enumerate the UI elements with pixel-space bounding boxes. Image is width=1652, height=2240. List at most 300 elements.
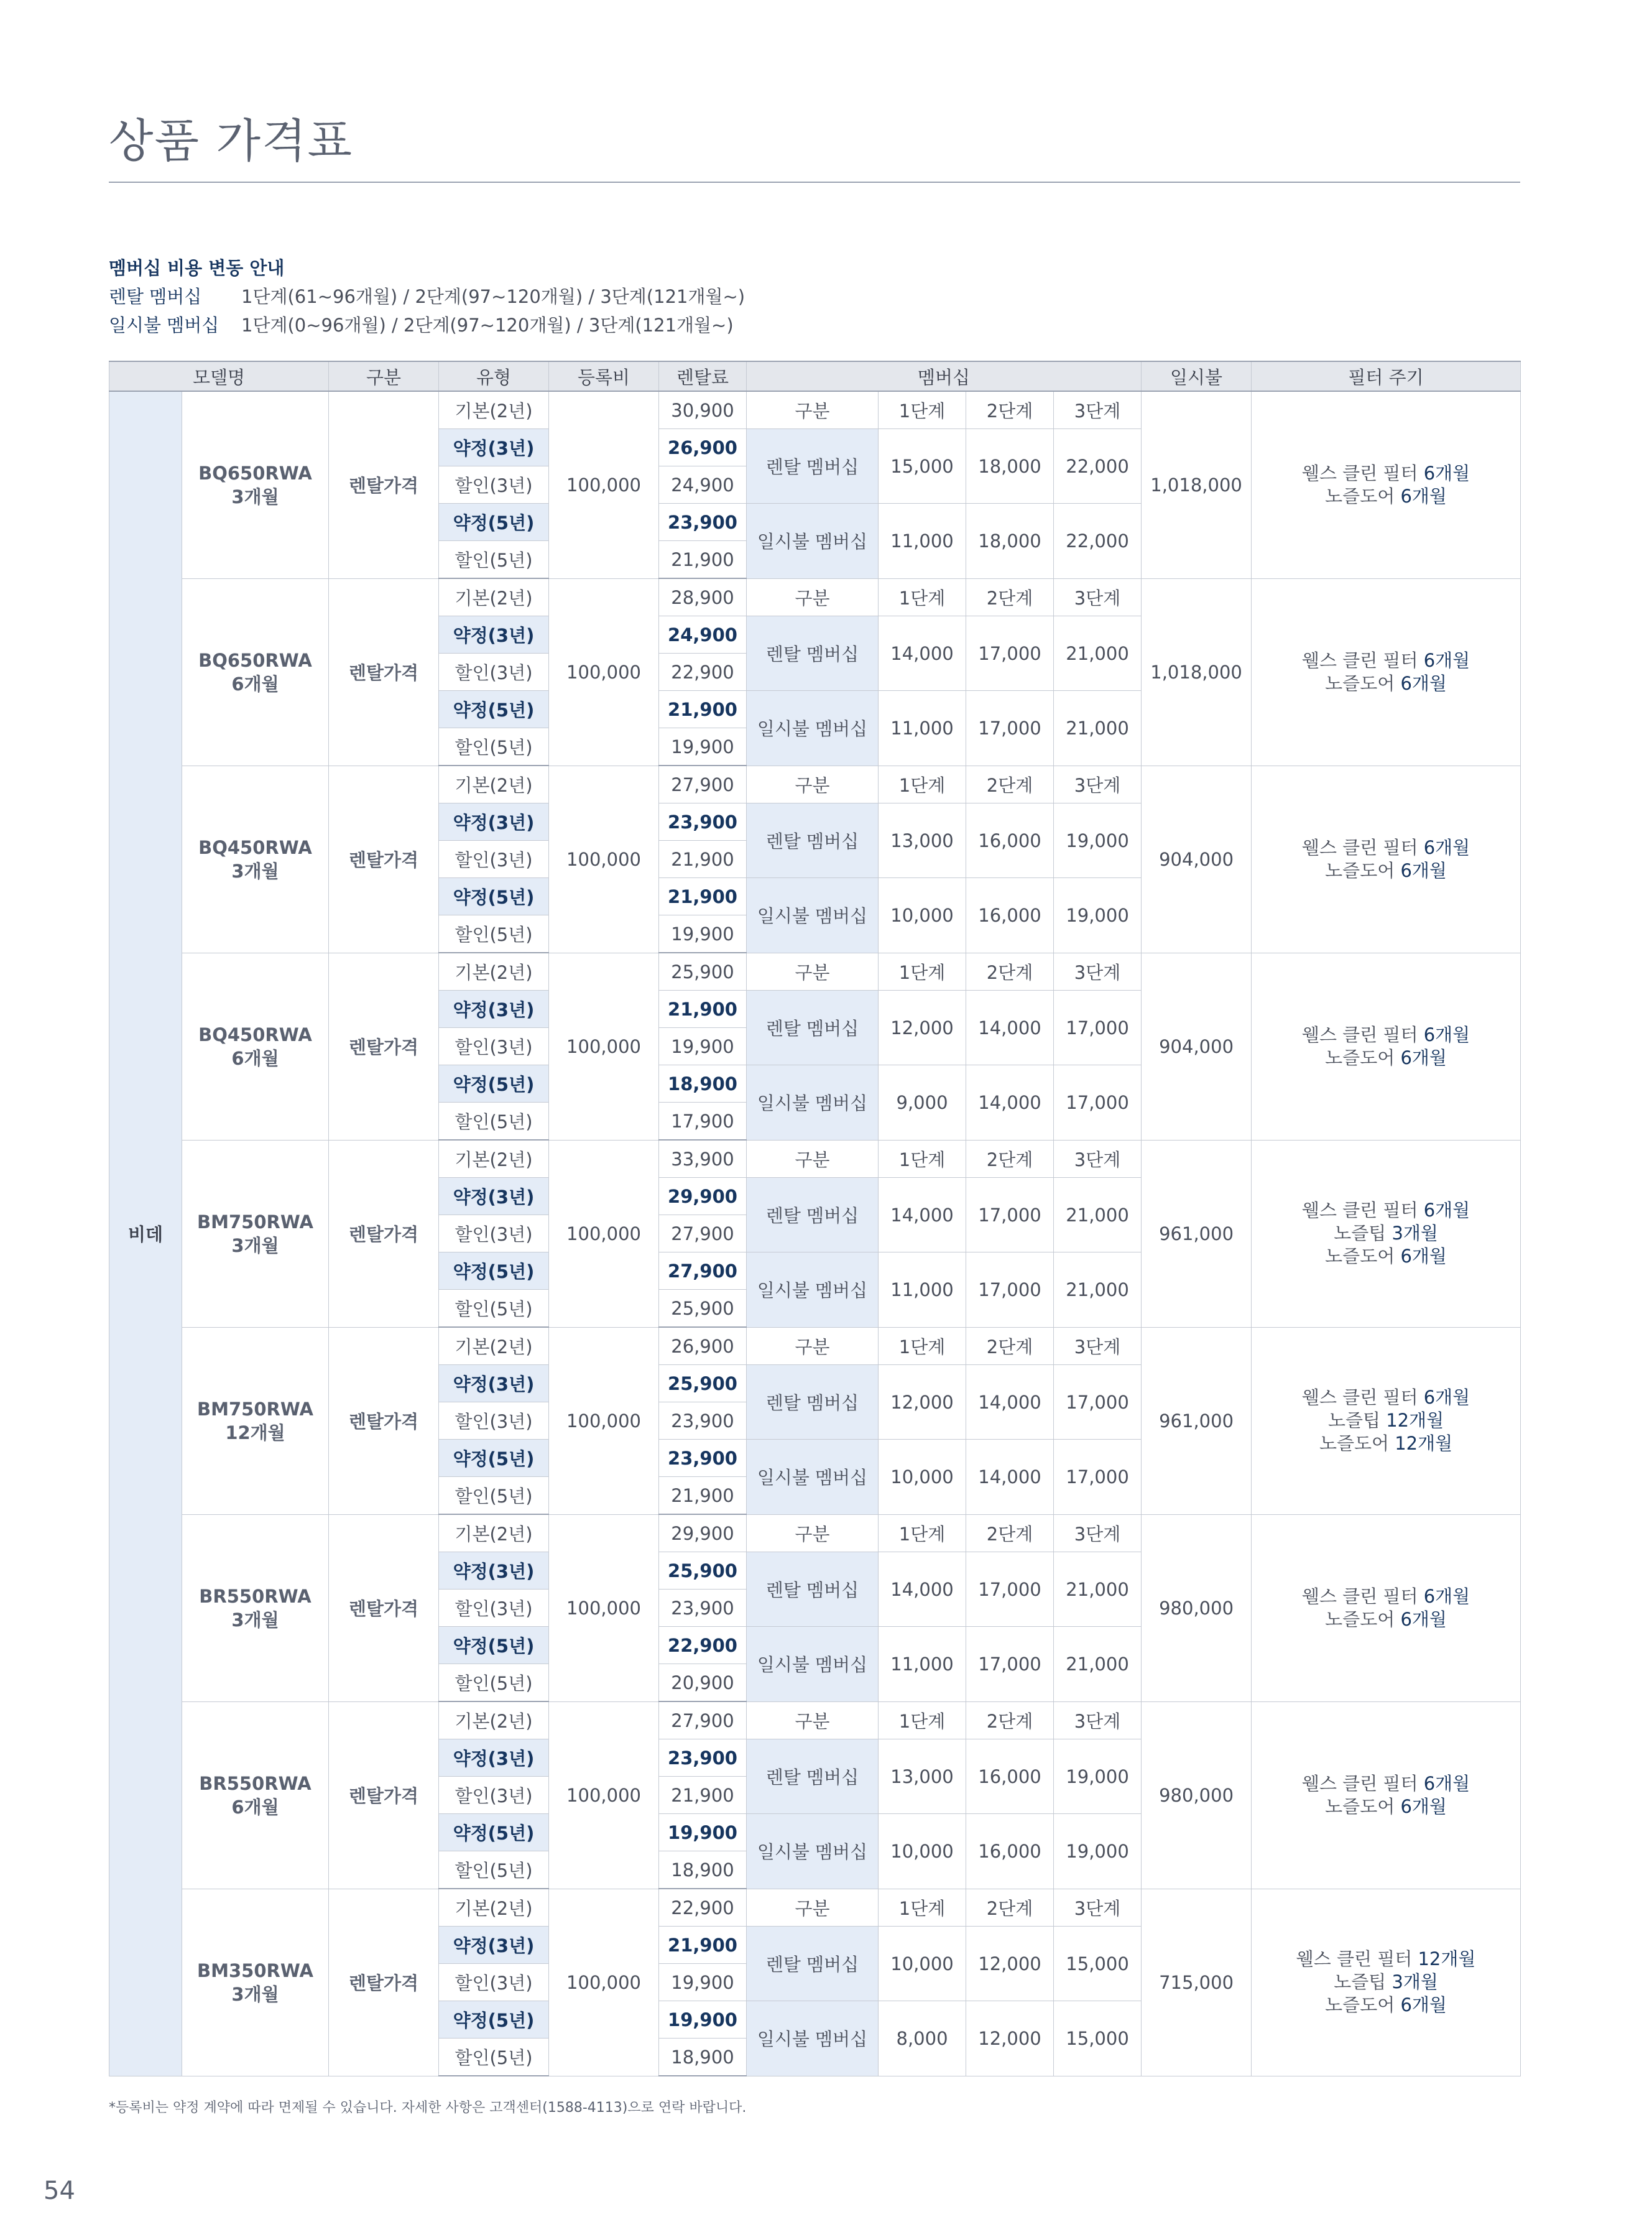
rental-fee-cell: 23,900 [659, 803, 747, 841]
rental-fee-cell: 26,900 [659, 1327, 747, 1365]
type-cell: 할인(5년) [439, 1851, 549, 1889]
type-cell: 할인(5년) [439, 915, 549, 953]
filter-period: 6개월 [1400, 1246, 1447, 1267]
filter-line [1252, 672, 1520, 695]
filter-name: 웰스 클린 필터 [1301, 1200, 1424, 1221]
rental-fee-cell: 21,900 [659, 1927, 747, 1964]
stage2-label: 2단계 [966, 1140, 1054, 1178]
filter-line [1252, 1772, 1520, 1795]
model-period: 3개월 [231, 1234, 279, 1256]
type-cell: 할인(5년) [439, 1477, 549, 1515]
rental-membership-value: 13,000 [879, 1739, 966, 1814]
filter-name: 노즐팁 [1334, 1223, 1392, 1244]
rental-fee-cell: 21,900 [659, 691, 747, 728]
rental-fee-cell: 23,900 [659, 1440, 747, 1477]
stage3-label: 3단계 [1054, 1140, 1142, 1178]
rental-membership-value: 21,000 [1054, 1178, 1142, 1252]
lump-membership-value: 17,000 [966, 1252, 1054, 1328]
rental-membership-value: 22,000 [1054, 429, 1142, 504]
price-table [109, 361, 1521, 2076]
stage3-label: 3단계 [1054, 766, 1142, 803]
model-period: 3개월 [231, 1983, 279, 2005]
membership-gubun-label: 구분 [747, 953, 879, 991]
gubun-cell: 렌탈가격 [329, 1140, 439, 1327]
model-name: BR550RWA [199, 1772, 311, 1794]
filter-name: 웰스 클린 필터 [1301, 836, 1424, 858]
rental-fee-cell: 24,900 [659, 616, 747, 654]
filter-line [1252, 1222, 1520, 1245]
registration-cell: 100,000 [549, 1514, 659, 1701]
filter-name: 웰스 클린 필터 [1301, 462, 1424, 484]
lump-membership-value: 12,000 [966, 2001, 1054, 2076]
notice-label: 렌탈 멤버십 [109, 286, 202, 307]
lump-membership-value: 14,000 [966, 1065, 1054, 1141]
stage2-label: 2단계 [966, 953, 1054, 991]
lump-membership-value: 9,000 [879, 1065, 966, 1141]
model-cell [182, 1889, 329, 2076]
gubun-cell: 렌탈가격 [329, 1701, 439, 1889]
type-cell: 약정(3년) [439, 803, 549, 841]
rental-fee-cell: 21,900 [659, 991, 747, 1028]
price-table-body [109, 391, 1521, 2076]
filter-period: 3개월 [1391, 1223, 1438, 1244]
type-cell: 할인(3년) [439, 1215, 549, 1252]
header-rental-fee: 렌탈료 [659, 361, 747, 391]
model-name: BQ650RWA [198, 649, 312, 671]
filter-period: 6개월 [1400, 859, 1447, 881]
stage1-label: 1단계 [879, 578, 966, 616]
model-cell [182, 391, 329, 578]
lump-membership-value: 10,000 [879, 878, 966, 953]
rental-fee-cell: 27,900 [659, 766, 747, 803]
stage3-label: 3단계 [1054, 578, 1142, 616]
gubun-cell: 렌탈가격 [329, 391, 439, 578]
header-gubun: 구분 [329, 361, 439, 391]
rental-membership-value: 12,000 [879, 991, 966, 1065]
rental-fee-cell: 23,900 [659, 1590, 747, 1627]
table-row [109, 391, 1521, 429]
stage1-label: 1단계 [879, 766, 966, 803]
rental-membership-label: 렌탈 멤버십 [747, 1178, 879, 1252]
lump-membership-value: 8,000 [879, 2001, 966, 2076]
rental-fee-cell: 21,900 [659, 878, 747, 915]
filter-cell [1252, 578, 1521, 766]
type-cell: 약정(3년) [439, 1365, 549, 1402]
rental-membership-value: 14,000 [879, 1552, 966, 1627]
model-period: 3개월 [231, 1609, 279, 1631]
lump-membership-label: 일시불 멤버십 [747, 1065, 879, 1141]
model-cell [182, 578, 329, 766]
rental-fee-cell: 25,900 [659, 1290, 747, 1328]
lump-membership-value: 21,000 [1054, 691, 1142, 766]
model-name: BQ650RWA [198, 462, 312, 484]
filter-name: 웰스 클린 필터 [1301, 1024, 1424, 1045]
type-cell: 할인(3년) [439, 1402, 549, 1440]
rental-fee-cell: 18,900 [659, 1851, 747, 1889]
rental-fee-cell: 19,900 [659, 915, 747, 953]
filter-line [1252, 1199, 1520, 1222]
header-lump-sum: 일시불 [1142, 361, 1252, 391]
model-cell [182, 1701, 329, 1889]
header-type: 유형 [439, 361, 549, 391]
lump-sum-cell: 1,018,000 [1142, 578, 1252, 766]
filter-name: 웰스 클린 필터 [1301, 1387, 1424, 1408]
filter-line [1252, 1386, 1520, 1409]
filter-period: 6개월 [1423, 1585, 1470, 1607]
filter-line [1252, 859, 1520, 882]
registration-cell: 100,000 [549, 766, 659, 953]
lump-membership-label: 일시불 멤버십 [747, 504, 879, 579]
filter-line [1252, 1948, 1520, 1971]
filter-period: 6개월 [1423, 649, 1470, 671]
header-model: 모델명 [109, 361, 329, 391]
rental-fee-cell: 21,900 [659, 841, 747, 878]
membership-notice [109, 254, 745, 340]
lump-membership-value: 11,000 [879, 691, 966, 766]
rental-membership-value: 13,000 [879, 803, 966, 878]
table-row [109, 1701, 1521, 1739]
type-cell: 약정(3년) [439, 991, 549, 1028]
rental-fee-cell: 33,900 [659, 1140, 747, 1178]
model-name: BR550RWA [199, 1585, 311, 1607]
stage3-label: 3단계 [1054, 1327, 1142, 1365]
table-row [109, 578, 1521, 616]
filter-name: 노즐도어 [1325, 1246, 1401, 1267]
filter-name: 노즐도어 [1319, 1433, 1395, 1454]
rental-membership-label: 렌탈 멤버십 [747, 1927, 879, 2001]
filter-line [1252, 1245, 1520, 1268]
model-period: 3개월 [231, 486, 279, 507]
type-cell: 할인(5년) [439, 728, 549, 766]
gubun-cell: 렌탈가격 [329, 1327, 439, 1514]
lump-membership-label: 일시불 멤버십 [747, 878, 879, 953]
model-cell [182, 1327, 329, 1514]
type-cell: 약정(3년) [439, 616, 549, 654]
rental-fee-cell: 21,900 [659, 541, 747, 579]
rental-membership-label: 렌탈 멤버십 [747, 616, 879, 691]
rental-fee-cell: 19,900 [659, 2001, 747, 2039]
lump-membership-value: 17,000 [966, 691, 1054, 766]
filter-name: 웰스 클린 필터 [1301, 1772, 1424, 1794]
filter-name: 노즐도어 [1325, 672, 1401, 694]
type-cell: 할인(3년) [439, 654, 549, 691]
filter-cell [1252, 1889, 1521, 2076]
table-row [109, 953, 1521, 991]
rental-fee-cell: 19,900 [659, 1814, 747, 1851]
header-registration: 등록비 [549, 361, 659, 391]
gubun-cell: 렌탈가격 [329, 578, 439, 766]
filter-name: 노즐팁 [1327, 1410, 1387, 1431]
lump-membership-value: 16,000 [966, 1814, 1054, 1889]
rental-fee-cell: 28,900 [659, 578, 747, 616]
lump-membership-value: 21,000 [1054, 1252, 1142, 1328]
rental-membership-value: 19,000 [1054, 1739, 1142, 1814]
rental-fee-cell: 23,900 [659, 1402, 747, 1440]
stage1-label: 1단계 [879, 1327, 966, 1365]
type-cell: 기본(2년) [439, 578, 549, 616]
stage1-label: 1단계 [879, 1889, 966, 1927]
notice-heading: 멤버십 비용 변동 안내 [109, 257, 285, 279]
lump-membership-value: 14,000 [966, 1440, 1054, 1515]
registration-cell: 100,000 [549, 1701, 659, 1889]
title-divider [109, 182, 1520, 183]
rental-membership-value: 14,000 [879, 1178, 966, 1252]
rental-fee-cell: 19,900 [659, 1964, 747, 2001]
rental-membership-value: 21,000 [1054, 616, 1142, 691]
type-cell: 할인(3년) [439, 1964, 549, 2001]
lump-membership-label: 일시불 멤버십 [747, 1252, 879, 1328]
lump-membership-value: 19,000 [1054, 1814, 1142, 1889]
stage3-label: 3단계 [1054, 953, 1142, 991]
type-cell: 기본(2년) [439, 953, 549, 991]
rental-fee-cell: 22,900 [659, 1889, 747, 1927]
membership-gubun-label: 구분 [747, 1701, 879, 1739]
notice-text: 1단계(61~96개월) / 2단계(97~120개월) / 3단계(121개월~) [241, 286, 745, 307]
membership-gubun-label: 구분 [747, 1327, 879, 1365]
filter-period: 6개월 [1423, 1387, 1470, 1408]
type-cell: 할인(3년) [439, 1590, 549, 1627]
registration-cell: 100,000 [549, 953, 659, 1140]
page-title: 상품 가격표 [109, 114, 353, 168]
rental-membership-label: 렌탈 멤버십 [747, 1739, 879, 1814]
lump-sum-cell: 904,000 [1142, 953, 1252, 1140]
rental-fee-cell: 27,900 [659, 1215, 747, 1252]
filter-cell [1252, 1327, 1521, 1514]
gubun-cell: 렌탈가격 [329, 1889, 439, 2076]
rental-fee-cell: 22,900 [659, 654, 747, 691]
table-row [109, 1889, 1521, 1927]
filter-name: 노즐도어 [1325, 1994, 1401, 2016]
lump-membership-value: 17,000 [966, 1627, 1054, 1702]
rental-membership-label: 렌탈 멤버십 [747, 429, 879, 504]
type-cell: 기본(2년) [439, 1889, 549, 1927]
filter-line [1252, 1047, 1520, 1070]
filter-period: 6개월 [1400, 1994, 1447, 2016]
filter-line [1252, 836, 1520, 859]
rental-fee-cell: 27,900 [659, 1252, 747, 1290]
type-cell: 할인(3년) [439, 466, 549, 504]
table-row [109, 1514, 1521, 1552]
rental-membership-label: 렌탈 멤버십 [747, 991, 879, 1065]
lump-membership-label: 일시불 멤버십 [747, 691, 879, 766]
rental-membership-value: 17,000 [966, 616, 1054, 691]
stage2-label: 2단계 [966, 1701, 1054, 1739]
model-name: BM750RWA [197, 1398, 313, 1420]
filter-line [1252, 1971, 1520, 1994]
stage3-label: 3단계 [1054, 1514, 1142, 1552]
type-cell: 약정(5년) [439, 1065, 549, 1103]
lump-membership-value: 17,000 [1054, 1065, 1142, 1141]
rental-membership-value: 15,000 [879, 429, 966, 504]
model-name: BQ450RWA [198, 836, 312, 858]
stage3-label: 3단계 [1054, 1889, 1142, 1927]
rental-fee-cell: 23,900 [659, 1739, 747, 1777]
rental-fee-cell: 27,900 [659, 1701, 747, 1739]
membership-gubun-label: 구분 [747, 578, 879, 616]
notice-row-rental [109, 282, 745, 311]
rental-membership-value: 14,000 [879, 616, 966, 691]
registration-cell: 100,000 [549, 391, 659, 578]
model-period: 12개월 [225, 1422, 285, 1443]
lump-membership-label: 일시불 멤버십 [747, 1627, 879, 1702]
type-cell: 기본(2년) [439, 766, 549, 803]
model-name: BM750RWA [197, 1211, 313, 1233]
model-cell [182, 1140, 329, 1327]
lump-sum-cell: 961,000 [1142, 1140, 1252, 1327]
rental-membership-label: 렌탈 멤버십 [747, 1552, 879, 1627]
rental-fee-cell: 19,900 [659, 1028, 747, 1065]
type-cell: 약정(5년) [439, 691, 549, 728]
gubun-cell: 렌탈가격 [329, 766, 439, 953]
lump-sum-cell: 715,000 [1142, 1889, 1252, 2076]
filter-cell [1252, 1514, 1521, 1701]
registration-cell: 100,000 [549, 1327, 659, 1514]
rental-membership-value: 10,000 [879, 1927, 966, 2001]
type-cell: 할인(5년) [439, 1664, 549, 1702]
type-cell: 약정(5년) [439, 878, 549, 915]
stage1-label: 1단계 [879, 1701, 966, 1739]
filter-line [1252, 649, 1520, 672]
stage2-label: 2단계 [966, 766, 1054, 803]
type-cell: 약정(3년) [439, 1739, 549, 1777]
filter-line [1252, 1994, 1520, 2017]
rental-membership-label: 렌탈 멤버십 [747, 803, 879, 878]
rental-membership-value: 19,000 [1054, 803, 1142, 878]
lump-membership-value: 22,000 [1054, 504, 1142, 579]
lump-membership-value: 16,000 [966, 878, 1054, 953]
stage1-label: 1단계 [879, 953, 966, 991]
filter-cell [1252, 953, 1521, 1140]
model-name: BM350RWA [197, 1960, 313, 1981]
rental-fee-cell: 29,900 [659, 1178, 747, 1215]
filter-period: 6개월 [1400, 485, 1447, 507]
rental-fee-cell: 17,900 [659, 1103, 747, 1141]
rental-membership-value: 18,000 [966, 429, 1054, 504]
filter-period: 12개월 [1395, 1433, 1453, 1454]
lump-membership-value: 18,000 [966, 504, 1054, 579]
stage2-label: 2단계 [966, 1327, 1054, 1365]
filter-period: 6개월 [1423, 1772, 1470, 1794]
registration-cell: 100,000 [549, 578, 659, 766]
stage3-label: 3단계 [1054, 1701, 1142, 1739]
type-cell: 기본(2년) [439, 1701, 549, 1739]
model-period: 3개월 [231, 860, 279, 882]
stage2-label: 2단계 [966, 391, 1054, 429]
rental-membership-value: 17,000 [1054, 1365, 1142, 1440]
type-cell: 할인(3년) [439, 1028, 549, 1065]
type-cell: 기본(2년) [439, 1514, 549, 1552]
filter-cell [1252, 766, 1521, 953]
rental-fee-cell: 21,900 [659, 1777, 747, 1814]
category-cell: 비데 [109, 391, 182, 2076]
lump-sum-cell: 961,000 [1142, 1327, 1252, 1514]
stage2-label: 2단계 [966, 1514, 1054, 1552]
footnote: *등록비는 약정 계약에 따라 면제될 수 있습니다. 자세한 사항은 고객센터(1588-4113)으로 연락 바랍니다. [109, 2100, 747, 2116]
rental-membership-value: 16,000 [966, 803, 1054, 878]
model-period: 6개월 [231, 673, 279, 695]
lump-membership-value: 15,000 [1054, 2001, 1142, 2076]
rental-membership-value: 12,000 [879, 1365, 966, 1440]
rental-membership-value: 15,000 [1054, 1927, 1142, 2001]
model-name: BQ450RWA [198, 1024, 312, 1045]
type-cell: 약정(3년) [439, 1178, 549, 1215]
lump-membership-value: 11,000 [879, 504, 966, 579]
lump-membership-value: 17,000 [1054, 1440, 1142, 1515]
rental-membership-label: 렌탈 멤버십 [747, 1365, 879, 1440]
filter-line [1252, 1024, 1520, 1047]
filter-period: 6개월 [1423, 1024, 1470, 1045]
rental-membership-value: 16,000 [966, 1739, 1054, 1814]
rental-fee-cell: 18,900 [659, 2039, 747, 2076]
filter-cell [1252, 1701, 1521, 1889]
filter-name: 노즐도어 [1325, 485, 1401, 507]
lump-membership-value: 19,000 [1054, 878, 1142, 953]
lump-sum-cell: 1,018,000 [1142, 391, 1252, 578]
filter-name: 웰스 클린 필터 [1301, 649, 1424, 671]
type-cell: 기본(2년) [439, 1140, 549, 1178]
filter-line [1252, 485, 1520, 508]
gubun-cell: 렌탈가격 [329, 953, 439, 1140]
rental-membership-value: 17,000 [1054, 991, 1142, 1065]
filter-period: 6개월 [1423, 1200, 1470, 1221]
filter-line [1252, 462, 1520, 485]
filter-period: 6개월 [1423, 836, 1470, 858]
filter-line [1252, 1432, 1520, 1455]
table-row [109, 1140, 1521, 1178]
type-cell: 약정(5년) [439, 1814, 549, 1851]
type-cell: 할인(5년) [439, 2039, 549, 2076]
type-cell: 약정(5년) [439, 1252, 549, 1290]
filter-line [1252, 1409, 1520, 1432]
stage3-label: 3단계 [1054, 391, 1142, 429]
gubun-cell: 렌탈가격 [329, 1514, 439, 1701]
membership-gubun-label: 구분 [747, 1140, 879, 1178]
lump-membership-label: 일시불 멤버십 [747, 1814, 879, 1889]
type-cell: 약정(5년) [439, 1627, 549, 1664]
filter-line [1252, 1585, 1520, 1608]
type-cell: 약정(5년) [439, 2001, 549, 2039]
membership-gubun-label: 구분 [747, 391, 879, 429]
filter-period: 12개월 [1418, 1948, 1476, 1969]
lump-sum-cell: 904,000 [1142, 766, 1252, 953]
rental-membership-value: 21,000 [1054, 1552, 1142, 1627]
type-cell: 기본(2년) [439, 1327, 549, 1365]
type-cell: 할인(5년) [439, 541, 549, 579]
type-cell: 할인(3년) [439, 1777, 549, 1814]
registration-cell: 100,000 [549, 1889, 659, 2076]
model-cell [182, 1514, 329, 1701]
page-number: 54 [44, 2177, 75, 2205]
rental-fee-cell: 25,900 [659, 1365, 747, 1402]
membership-gubun-label: 구분 [747, 1514, 879, 1552]
filter-period: 6개월 [1400, 1047, 1447, 1068]
lump-membership-value: 10,000 [879, 1814, 966, 1889]
filter-period: 6개월 [1400, 1608, 1447, 1630]
type-cell: 기본(2년) [439, 391, 549, 429]
header-filter-cycle: 필터 주기 [1252, 361, 1521, 391]
filter-cell [1252, 1140, 1521, 1327]
rental-membership-value: 12,000 [966, 1927, 1054, 2001]
type-cell: 약정(3년) [439, 1552, 549, 1590]
rental-fee-cell: 29,900 [659, 1514, 747, 1552]
filter-period: 12개월 [1386, 1410, 1444, 1431]
rental-membership-value: 17,000 [966, 1178, 1054, 1252]
membership-gubun-label: 구분 [747, 766, 879, 803]
rental-fee-cell: 23,900 [659, 504, 747, 541]
model-period: 6개월 [231, 1047, 279, 1069]
stage1-label: 1단계 [879, 1140, 966, 1178]
filter-name: 노즐팁 [1334, 1971, 1392, 1992]
